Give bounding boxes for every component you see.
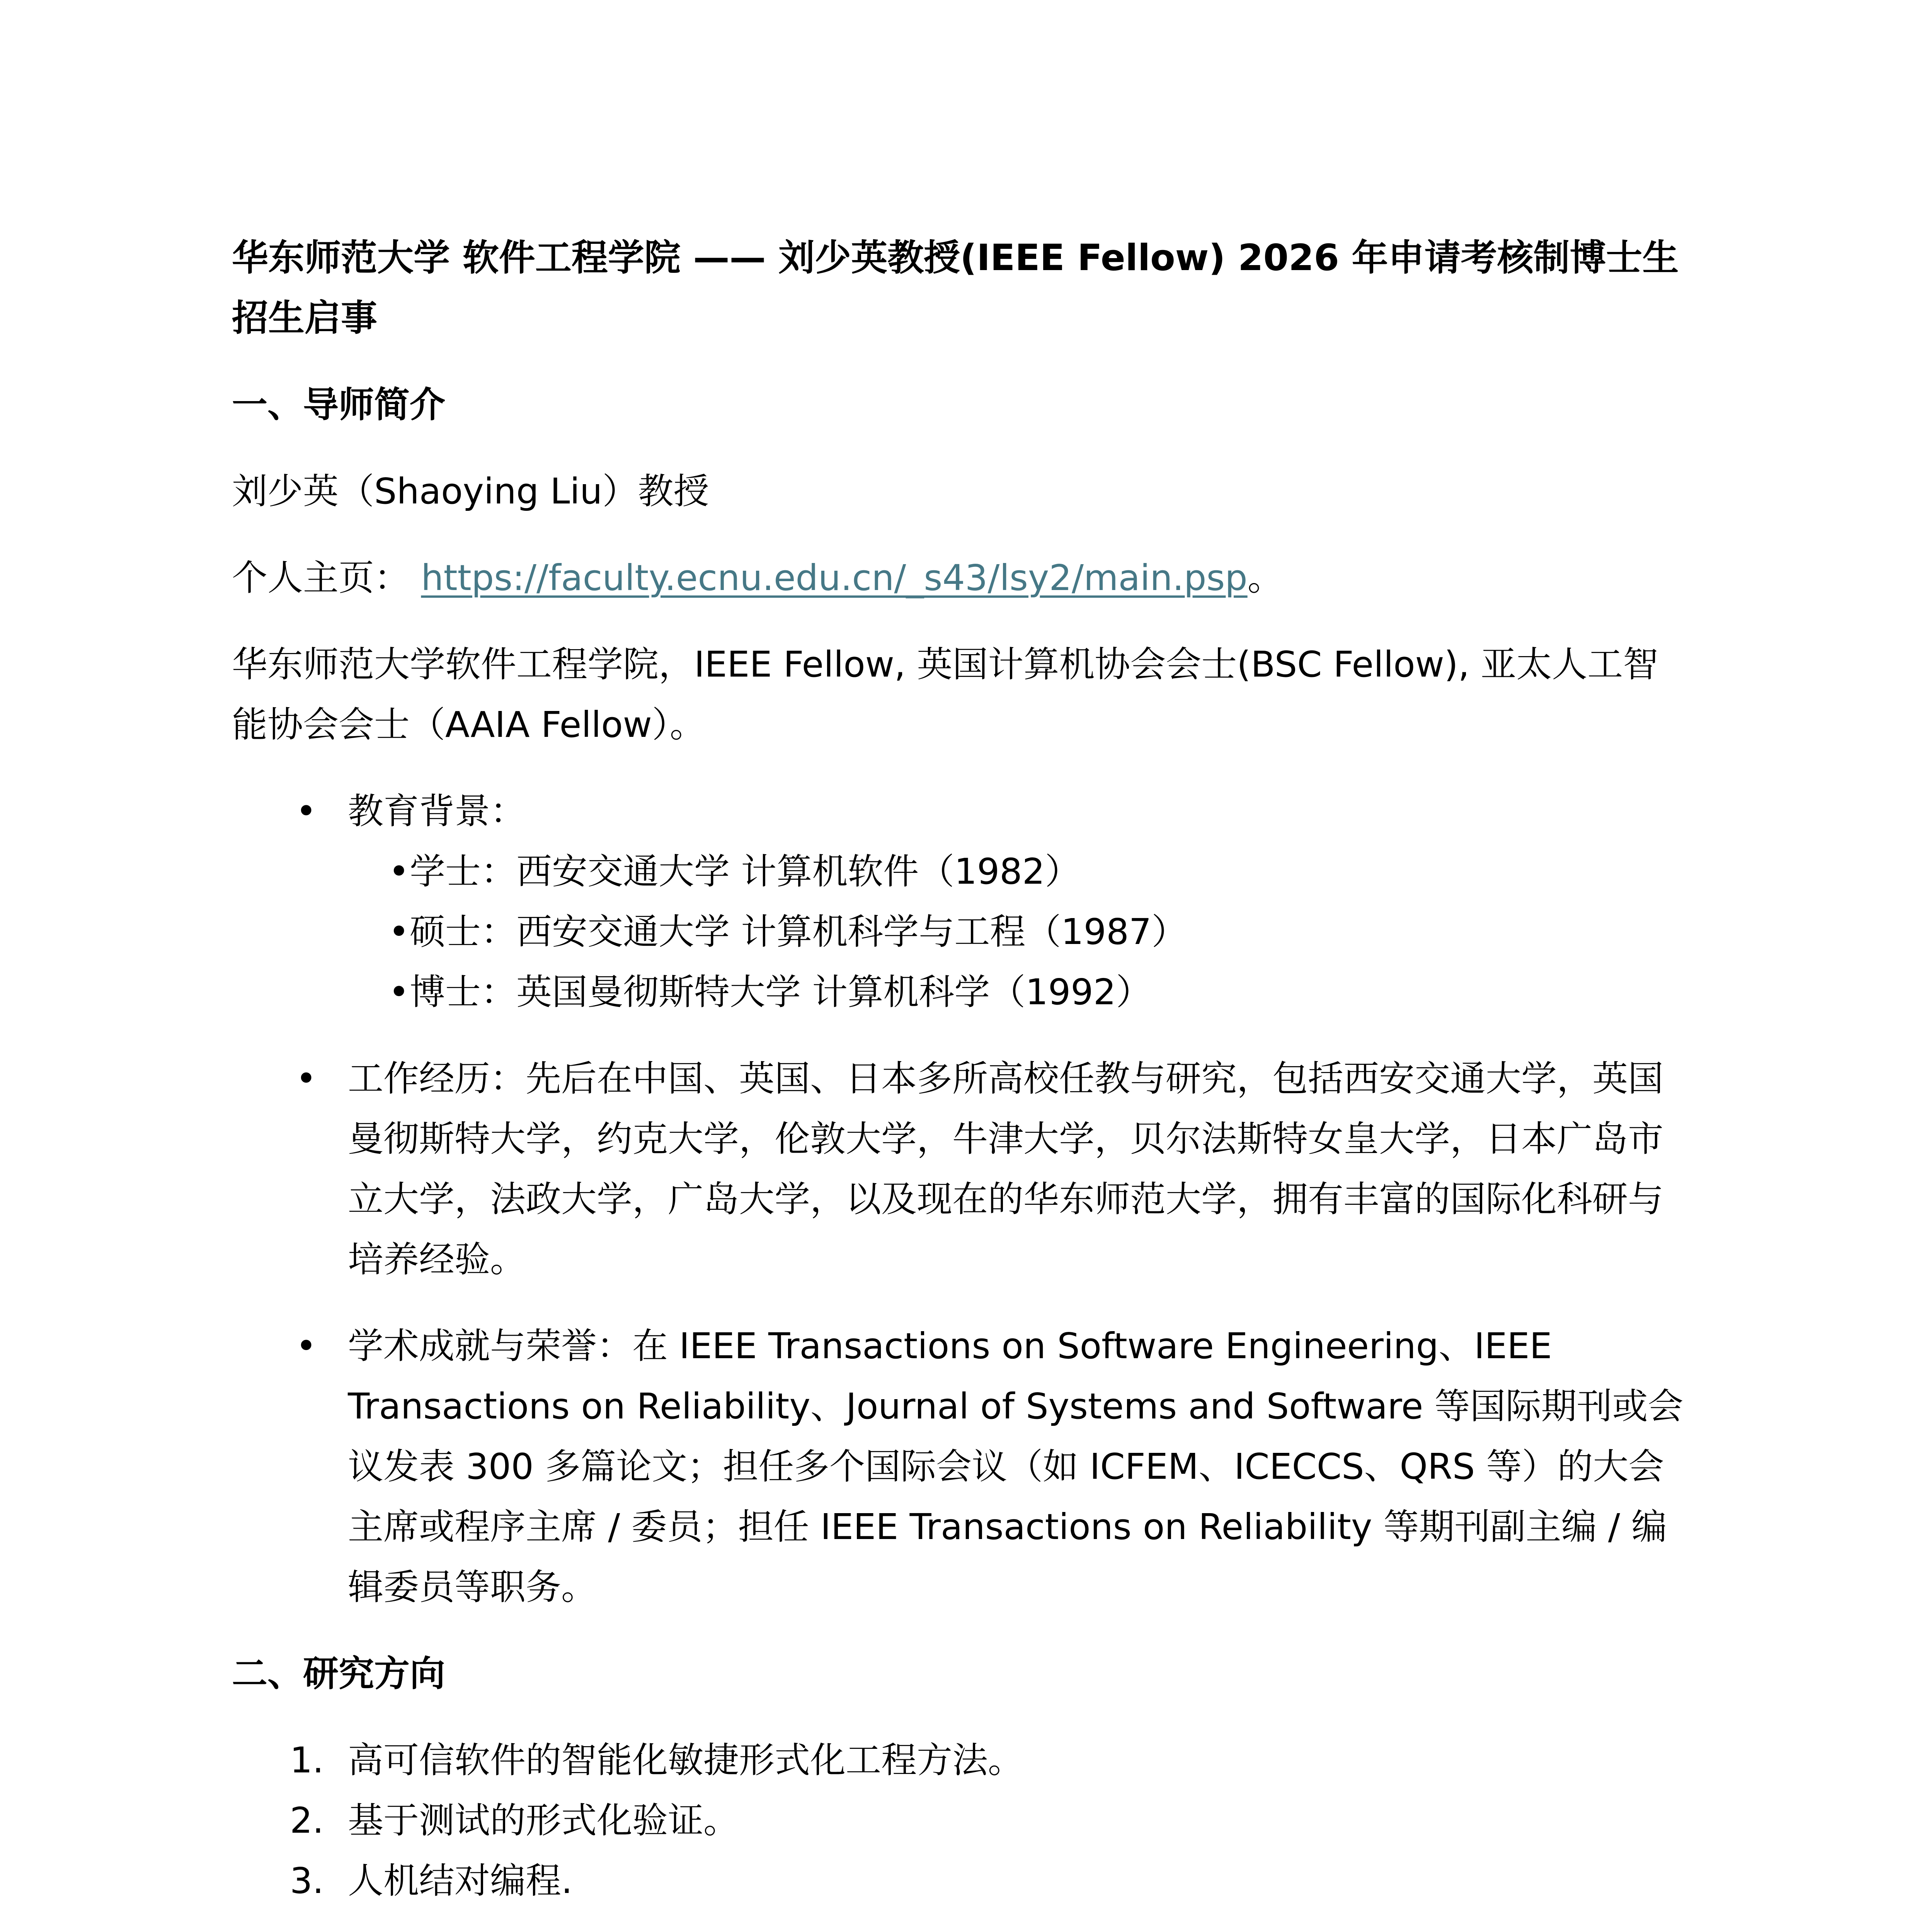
achievements-text: 学术成就与荣誉：在 IEEE Transactions on Software Engineering、IEEE Transactions on Reliability、Journal of Systems and Software 等国际期刊或会议发表 300 多篇论文；担任多个国际会议（如 ICFEM、ICECCS、QRS 等）的大会主席或程序主席 / 委员；担任 IEEE Transactions on Reliability 等期刊副主编 / 编辑委员等职务。 bbox=[348, 1325, 1684, 1608]
degree-item bbox=[232, 962, 1693, 1022]
bullet-icon: • bbox=[388, 911, 410, 952]
bullet-icon: • bbox=[388, 971, 410, 1013]
degree-text: 硕士：西安交通大学 计算机科学与工程（1987） bbox=[410, 911, 1187, 952]
research-text: 基于测试的形式化验证。 bbox=[348, 1800, 739, 1841]
degree-text: 学士：西安交通大学 计算机软件（1982） bbox=[410, 851, 1081, 892]
list-item-education bbox=[232, 781, 1693, 1022]
section-heading-advisor: 一、导师简介 bbox=[232, 384, 446, 425]
research-list bbox=[232, 1730, 1693, 1911]
bullet-icon: • bbox=[296, 1325, 317, 1367]
research-item bbox=[232, 1730, 1693, 1791]
homepage-line bbox=[232, 548, 1693, 608]
section-heading-research: 二、研究方向 bbox=[232, 1653, 446, 1694]
bullet-icon: • bbox=[388, 851, 410, 892]
document-title: 华东师范大学 软件工程学院 —— 刘少英教授(IEEE Fellow) 2026 年申请考核制博士生招生启事 bbox=[232, 237, 1679, 339]
list-item-work bbox=[232, 1049, 1693, 1290]
degree-item bbox=[232, 902, 1693, 962]
research-text: 高可信软件的智能化敏捷形式化工程方法。 bbox=[348, 1740, 1024, 1781]
research-item bbox=[232, 1851, 1693, 1911]
education-label: 教育背景： bbox=[348, 791, 526, 832]
item-number: 2. bbox=[290, 1800, 324, 1841]
work-text: 工作经历：先后在中国、英国、日本多所高校任教与研究，包括西安交通大学，英国曼彻斯特大学，约克大学，伦敦大学，牛津大学，贝尔法斯特女皇大学，日本广岛市立大学，法政大学，广岛大学，以及现在的华东师范大学，拥有丰富的国际化科研与培养经验。 bbox=[348, 1058, 1664, 1280]
item-number: 1. bbox=[290, 1740, 324, 1781]
advisor-bullet-list bbox=[232, 781, 1693, 1617]
degree-item bbox=[232, 842, 1693, 902]
homepage-link[interactable]: https://faculty.ecnu.edu.cn/_s43/lsy2/main.psp bbox=[421, 557, 1248, 599]
list-item-achievements bbox=[232, 1316, 1693, 1617]
bullet-icon: • bbox=[296, 791, 317, 832]
homepage-label: 个人主页： bbox=[232, 557, 410, 599]
homepage-suffix: 。 bbox=[1247, 557, 1283, 599]
degree-text: 博士：英国曼彻斯特大学 计算机科学（1992） bbox=[410, 971, 1152, 1013]
item-number: 3. bbox=[290, 1860, 324, 1901]
document-page bbox=[232, 228, 1693, 1932]
advisor-name: 刘少英（Shaoying Liu）教授 bbox=[232, 471, 709, 512]
degree-list bbox=[348, 842, 1693, 1022]
research-text: 人机结对编程. bbox=[348, 1860, 573, 1901]
affiliation-text: 华东师范大学软件工程学院，IEEE Fellow, 英国计算机协会会士(BSC Fellow), 亚太人工智能协会会士（AAIA Fellow）。 bbox=[232, 644, 1659, 745]
research-item bbox=[232, 1791, 1693, 1851]
bullet-icon: • bbox=[296, 1058, 317, 1099]
